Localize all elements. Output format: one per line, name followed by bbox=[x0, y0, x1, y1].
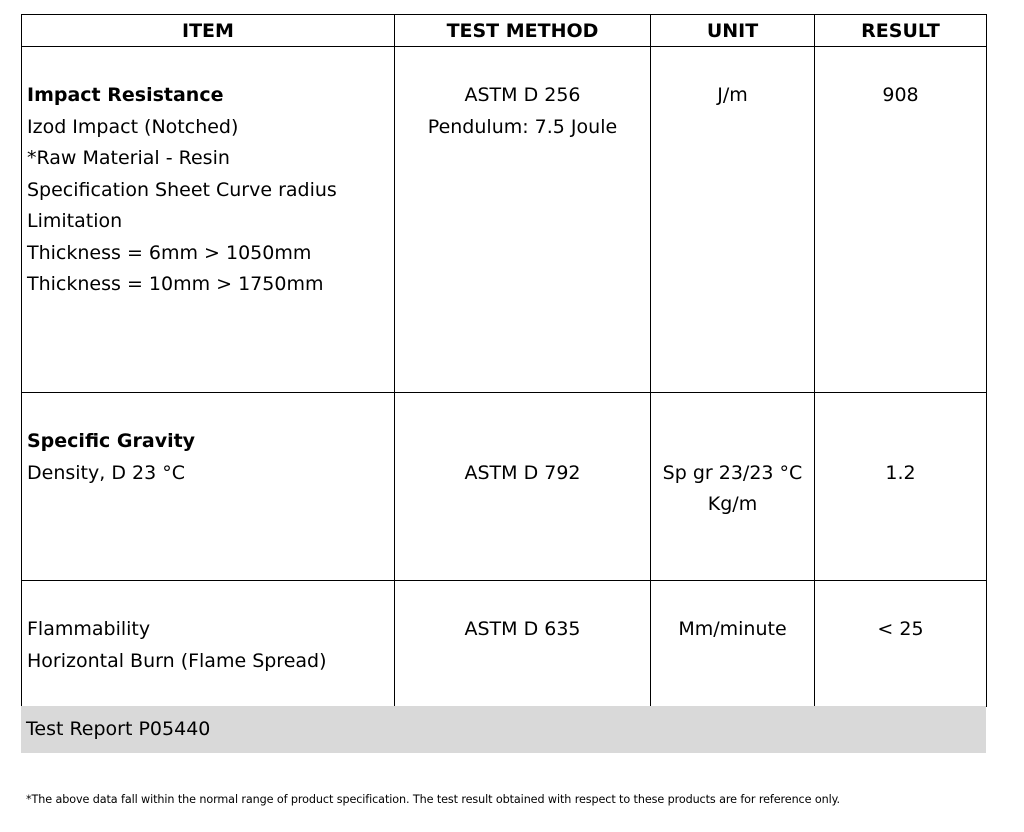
test-method-cell bbox=[395, 393, 651, 581]
test-method-cell bbox=[395, 47, 651, 393]
unit-cell bbox=[651, 47, 815, 393]
item-line: *Raw Material - Resin bbox=[27, 147, 230, 169]
result-cell bbox=[815, 47, 987, 393]
test-report-bar bbox=[21, 706, 986, 753]
item-title: Specific Gravity bbox=[27, 430, 196, 452]
header-result: RESULT bbox=[815, 15, 987, 47]
unit-line: Kg/m bbox=[707, 493, 758, 515]
disclaimer-footnote: *The above data fall within the normal range of product specification. The test result obtained with respect to these products are for reference only. bbox=[26, 793, 840, 806]
table-row-impact-resistance bbox=[22, 47, 987, 393]
result-value: 908 bbox=[882, 84, 919, 106]
table-row-specific-gravity bbox=[22, 393, 987, 581]
test-method-line: ASTM D 792 bbox=[464, 461, 581, 484]
test-method-line: ASTM D 256 bbox=[464, 84, 581, 106]
item-line: Density, D 23 °C bbox=[27, 461, 185, 484]
test-method-line: Pendulum: 7.5 Joule bbox=[427, 115, 618, 138]
item-line: Flammability bbox=[27, 618, 151, 640]
item-line: Thickness = 10mm > 1750mm bbox=[27, 273, 324, 295]
result-value: < 25 bbox=[877, 618, 924, 640]
result-cell bbox=[815, 581, 987, 707]
table-header-row bbox=[22, 15, 987, 47]
table-row-flammability bbox=[22, 581, 987, 707]
item-line: Thickness = 6mm > 1050mm bbox=[27, 241, 312, 264]
test-method-line: ASTM D 635 bbox=[464, 618, 581, 640]
item-cell bbox=[22, 47, 395, 393]
unit-line: Mm/minute bbox=[678, 618, 787, 640]
test-results-table bbox=[21, 14, 987, 707]
unit-cell bbox=[651, 581, 815, 707]
header-test-method: TEST METHOD bbox=[395, 15, 651, 47]
unit-cell bbox=[651, 393, 815, 581]
item-line: Izod Impact (Notched) bbox=[27, 115, 239, 138]
header-item: ITEM bbox=[22, 15, 395, 47]
item-line: Horizontal Burn (Flame Spread) bbox=[27, 649, 327, 672]
unit-line: Sp gr 23/23 °C bbox=[662, 461, 803, 484]
result-cell bbox=[815, 393, 987, 581]
item-line: Limitation bbox=[27, 210, 123, 232]
item-cell bbox=[22, 581, 395, 707]
unit-line: J/m bbox=[717, 84, 748, 106]
header-unit: UNIT bbox=[651, 15, 815, 47]
result-value: 1.2 bbox=[885, 461, 916, 484]
test-report-label: Test Report P05440 bbox=[26, 718, 211, 740]
item-line: Specification Sheet Curve radius bbox=[27, 178, 337, 201]
item-title: Impact Resistance bbox=[27, 84, 224, 106]
test-method-cell bbox=[395, 581, 651, 707]
item-cell bbox=[22, 393, 395, 581]
